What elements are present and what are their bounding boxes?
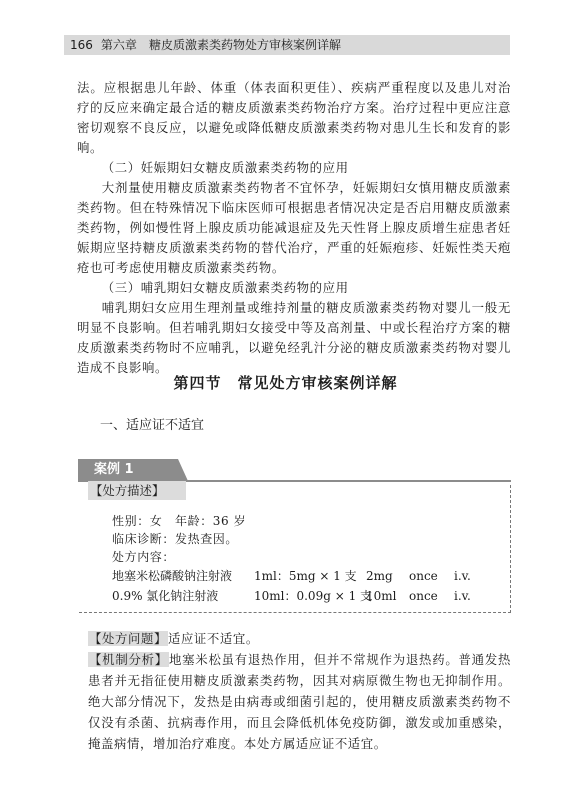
problem-label: 【处方问题】: [89, 631, 167, 646]
analysis-label: 【机制分析】: [89, 652, 168, 667]
rx-spec: 10ml：0.09g × 1 支: [254, 589, 373, 603]
paragraph-continued: 法。应根据患儿年龄、体重（体表面积更佳）、疾病严重程度以及患儿对治疗的反应来确定最合适的糖皮质激素类药物治疗方案。治疗过程中更应注意密切观察不良反应，以避免或降低糖皮质激素类药物对患儿生长和发育的影响。: [77, 80, 511, 155]
prescription-box-label: 【处方描述】: [88, 481, 186, 500]
rx-spec: 1ml：5mg × 1 支: [254, 569, 357, 583]
rx-drug: 地塞米松磷酸钠注射液: [112, 569, 233, 583]
paragraph-pregnancy: 大剂量使用糖皮质激素类药物者不宜怀孕，妊娠期妇女慎用糖皮质激素类药物。但在特殊情况下临床医师可根据患者情况决定是否启用糖皮质激素类药物，例如慢性肾上腺皮质功能减退症及先天性肾上腺皮质增生症患者妊娠期应坚持糖皮质激素类药物的替代治疗，严重的妊娠疱疹、妊娠性类天疱疮也可考虑使用糖皮质激素类药物。: [77, 180, 511, 275]
rx-route: i.v.: [454, 569, 471, 583]
rx-route: i.v.: [454, 589, 471, 603]
subheading-pregnancy: （二）妊娠期妇女糖皮质激素类药物的应用: [101, 160, 349, 175]
chapter-label: 第六章: [100, 38, 137, 52]
body-section: [77, 78, 511, 378]
running-header: [64, 35, 510, 55]
chapter-title: 糖皮质激素类药物处方审核案例详解: [148, 38, 341, 52]
paragraph-lactation: 哺乳期妇女应用生理剂量或维持剂量的糖皮质激素类药物对婴儿一般无明显不良影响。但若哺乳期妇女接受中等及高剂量、中或长程治疗方案的糖皮质激素类药物时不应哺乳，以避免经乳汁分泌的糖皮质激素类药物对婴儿造成不良影响。: [77, 300, 511, 375]
subheading-lactation: （三）哺乳期妇女糖皮质激素类药物的应用: [101, 280, 349, 295]
rx-dose: 10ml: [366, 589, 397, 603]
analysis-line: [88, 649, 511, 754]
analysis-section: [88, 628, 511, 754]
case-tab-label: 案例 1: [94, 462, 134, 477]
problem-text: 适应证不适宜。: [167, 631, 259, 646]
rx-frequency: once: [409, 569, 438, 583]
level1-heading: 一、适应证不适宜: [100, 418, 205, 433]
section-title: 第四节 常见处方审核案例详解: [173, 374, 398, 392]
rx-drug: 0.9% 氯化钠注射液: [112, 589, 219, 603]
analysis-text: 地塞米松虽有退热作用，但并不常规作为退热药。普通发热患者并无指征使用糖皮质激素类药物，因其对病原微生物也无抑制作用。绝大部分情况下，发热是由病毒或细菌引起的，使用糖皮质激素类药物不仅没有杀菌、抗病毒作用，而且会降低机体免疫防御，激发或加重感染，掩盖病情，增加治疗难度。本处方属适应证不适宜。: [88, 652, 511, 751]
clinical-diagnosis: 临床诊断：发热查因。: [112, 532, 239, 546]
rx-frequency: once: [409, 589, 438, 603]
rx-content-title: 处方内容：: [112, 550, 176, 564]
rx-dose: 2mg: [366, 569, 393, 583]
page-number: 166: [70, 38, 93, 52]
patient-sex-age: 性别：女 年龄：36 岁: [112, 514, 247, 528]
problem-line: [88, 628, 511, 649]
case-tab: [78, 459, 188, 481]
